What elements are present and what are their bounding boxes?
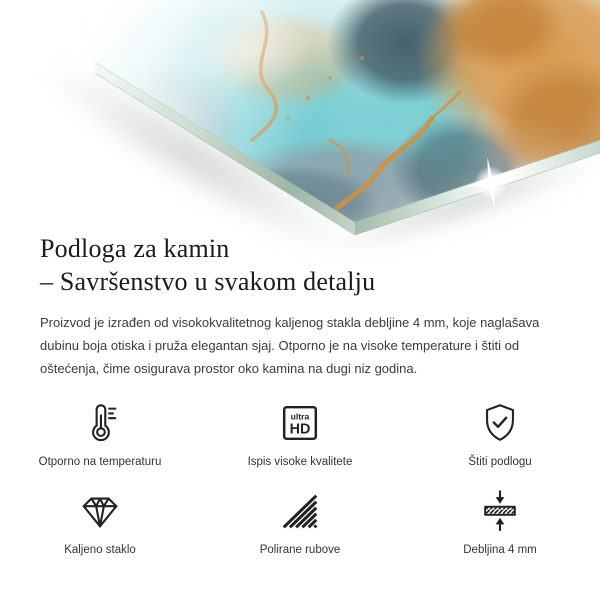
- product-info: [40, 232, 570, 380]
- feature-label: Kaljeno staklo: [64, 544, 136, 556]
- feature-label: Debljina 4 mm: [463, 544, 537, 556]
- feature-polished-edges: [200, 488, 400, 557]
- diamond-icon: [77, 488, 123, 534]
- feature-thickness: [400, 488, 600, 557]
- feature-print-quality: [200, 400, 400, 469]
- feature-label: Polirane rubove: [259, 544, 341, 556]
- feature-temperature: [0, 400, 200, 469]
- page-title: [40, 232, 570, 298]
- title-line-2: – Savršenstvo u svakom detalju: [40, 267, 376, 296]
- ultra-hd-icon: [277, 400, 323, 446]
- thermometer-icon: [77, 400, 123, 446]
- title-line-1: Podloga za kamin: [40, 234, 230, 263]
- svg-text:HD: HD: [289, 421, 311, 438]
- glass-panel-artwork: [0, 0, 600, 270]
- feature-label: Ispis visoke kvalitete: [247, 456, 353, 468]
- feature-label: Otporno na temperaturu: [38, 456, 162, 468]
- product-image: [0, 0, 600, 270]
- feature-grid: [0, 400, 600, 557]
- feature-label: Štiti podlogu: [468, 456, 532, 468]
- polished-edges-icon: [277, 488, 323, 534]
- svg-text:ultra: ultra: [290, 411, 310, 422]
- feature-protection: [400, 400, 600, 469]
- feature-tempered-glass: [0, 488, 200, 557]
- thickness-icon: [477, 488, 523, 534]
- product-description: Proizvod je izrađen od visokokvalitetnog kaljenog stakla debljine 4 mm, koje naglašava dubinu boja otiska i pruža elegantan sjaj. Otporno je na visoke temperature i štiti od oštećenja, čime osigurava prostor oko kamina na dugi niz godina.: [40, 315, 540, 376]
- shield-check-icon: [477, 400, 523, 446]
